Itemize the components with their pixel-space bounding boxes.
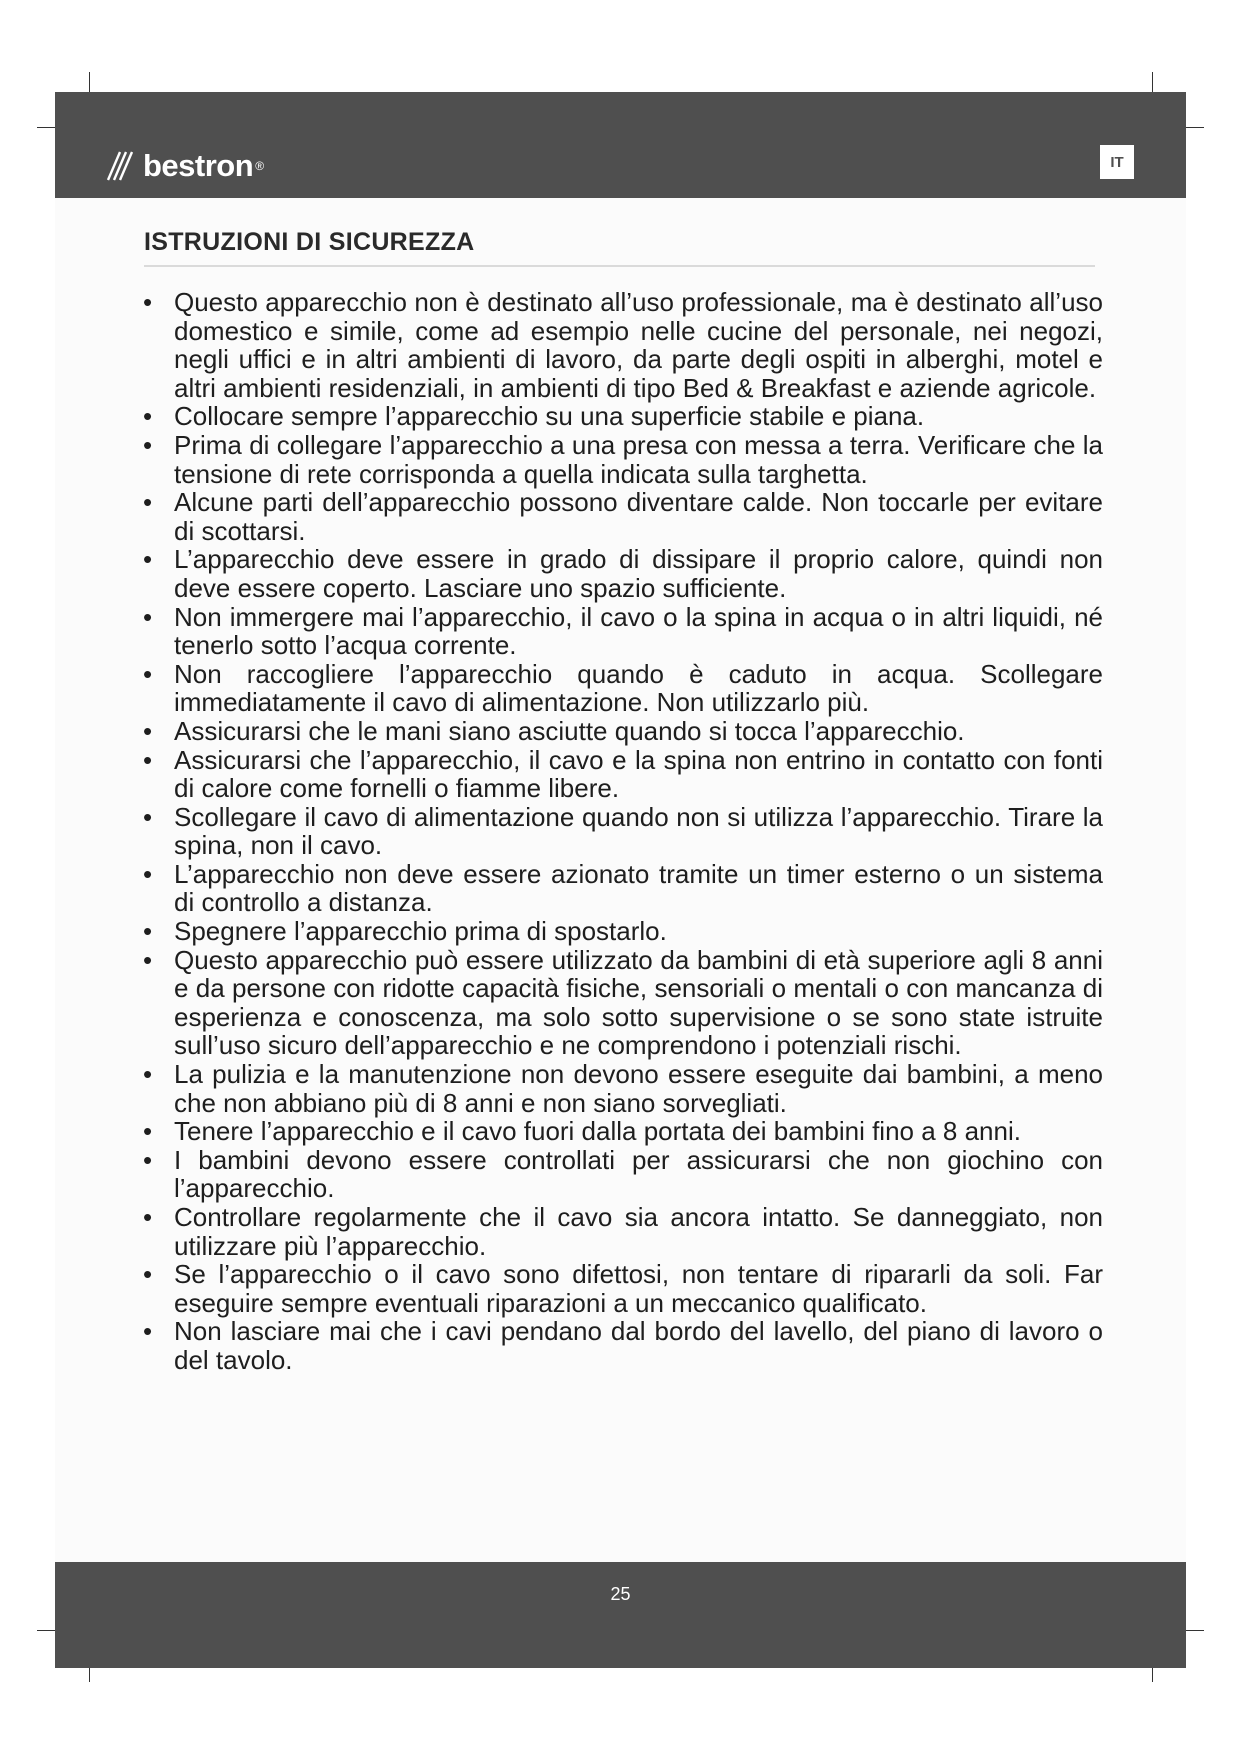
list-item: • Collocare sempre l’apparecchio su una superficie stabile e piana.	[143, 402, 1103, 431]
brand-chevrons-icon	[105, 146, 135, 186]
list-item: • La pulizia e la manutenzione non devono essere eseguite dai bambini, a meno che non abbiano più di 8 anni e non siano sorvegliati.	[143, 1060, 1103, 1117]
list-item: • Controllare regolarmente che il cavo sia ancora intatto. Se danneggiato, non utilizzare più l’apparecchio.	[143, 1203, 1103, 1260]
safety-instructions-list	[143, 288, 1103, 1375]
list-item: • Scollegare il cavo di alimentazione quando non si utilizza l’apparecchio. Tirare la spina, non il cavo.	[143, 803, 1103, 860]
list-item: • Assicurarsi che l’apparecchio, il cavo e la spina non entrino in contatto con fonti di calore come fornelli o fiamme libere.	[143, 746, 1103, 803]
list-item: • Assicurarsi che le mani siano asciutte quando si tocca l’apparecchio.	[143, 717, 1103, 746]
registered-mark: ®	[255, 159, 265, 173]
list-item: • I bambini devono essere controllati per assicurarsi che non giochino con l’apparecchio.	[143, 1146, 1103, 1203]
brand-logo	[105, 146, 264, 186]
list-item: • Questo apparecchio può essere utilizzato da bambini di età superiore agli 8 anni e da persone con ridotte capacità fisiche, sensoriali o mentali o con mancanza di esperienza e conoscenza, ma solo sotto supervisione o se sono state istruite sull’uso sicuro dell’apparecchio e ne comprendono i potenziali rischi.	[143, 946, 1103, 1060]
brand-name: bestron	[143, 148, 254, 183]
section-title: ISTRUZIONI DI SICUREZZA	[144, 228, 1095, 267]
list-item: • Se l’apparecchio o il cavo sono difettosi, non tentare di ripararli da soli. Far eseguire sempre eventuali riparazioni a un meccanico qualificato.	[143, 1260, 1103, 1317]
list-item: • Tenere l’apparecchio e il cavo fuori dalla portata dei bambini fino a 8 anni.	[143, 1117, 1103, 1146]
language-badge: IT	[1100, 145, 1134, 179]
list-item: • Questo apparecchio non è destinato all’uso professionale, ma è destinato all’uso domestico e simile, come ad esempio nelle cucine del personale, nei negozi, negli uffici e in altri ambienti di lavoro, da parte degli ospiti in alberghi, motel e altri ambienti residenziali, in ambienti di tipo Bed & Breakfast e aziende agricole.	[143, 288, 1103, 402]
list-item: • Prima di collegare l’apparecchio a una presa con messa a terra. Verificare che la tensione di rete corrisponda a quella indicata sulla targhetta.	[143, 431, 1103, 488]
header-bar	[55, 92, 1186, 198]
list-item: • Non immergere mai l’apparecchio, il cavo o la spina in acqua o in altri liquidi, né tenerlo sotto l’acqua corrente.	[143, 603, 1103, 660]
footer-bar	[55, 1562, 1186, 1668]
list-item: • Spegnere l’apparecchio prima di spostarlo.	[143, 917, 1103, 946]
list-item: • L’apparecchio non deve essere azionato tramite un timer esterno o un sistema di controllo a distanza.	[143, 860, 1103, 917]
list-item: • L’apparecchio deve essere in grado di dissipare il proprio calore, quindi non deve essere coperto. Lasciare uno spazio sufficiente.	[143, 545, 1103, 602]
page-number: 25	[610, 1584, 631, 1604]
list-item: • Non lasciare mai che i cavi pendano dal bordo del lavello, del piano di lavoro o del tavolo.	[143, 1317, 1103, 1374]
list-item: • Non raccogliere l’apparecchio quando è caduto in acqua. Scollegare immediatamente il cavo di alimentazione. Non utilizzarlo più.	[143, 660, 1103, 717]
list-item: • Alcune parti dell’apparecchio possono diventare calde. Non toccarle per evitare di scottarsi.	[143, 488, 1103, 545]
